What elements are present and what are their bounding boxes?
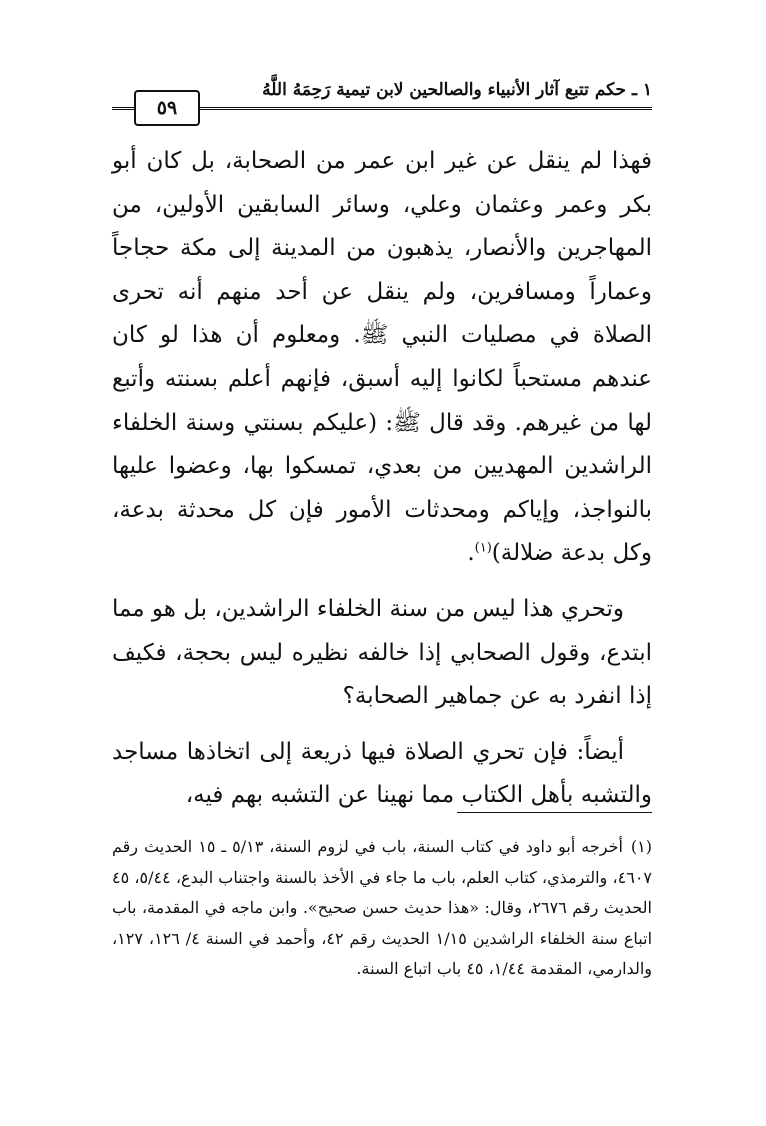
paragraph-2 [112,588,652,719]
footnotes [112,832,652,985]
paragraph-2-text: وتحري هذا ليس من سنة الخلفاء الراشدين، بل هو مما ابتدع، وقول الصحابي إذا خالفه نظيره ليس بحجة، فكيف إذا انفرد به عن جماهير الصحابة؟ [111,595,652,710]
paragraph-1-text: فهذا لم ينقل عن غير ابن عمر من الصحابة، بل كان أبو بكر وعمر وعثمان وعلي، وسائر السابقين الأولين، من المهاجرين والأنصار، يذهبون من المدينة إلى مكة حجاجاً وعماراً ومسافرين، ولم ينقل عن أحد منهم أنه تحرى الصلاة في مصليات النبي ﷺ. ومعلوم أن هذا لو كان عندهم مستحباً لكانوا إليه أسبق، فإنهم أعلم بسنته وأتبع لها من غيرهم. وقد قال ﷺ: (عليكم بسنتي وسنة الخلفاء الراشدين المهديين من بعدي، تمسكوا بها، وعضوا عليها بالنواجذ، وإياكم ومحدثات الأمور فإن كل محدثة بدعة، وكل بدعة ضلالة) [112,148,652,567]
running-header [112,78,652,118]
header-title: ١ ـ حكم تتبع آثار الأنبياء والصالحين لابن تيمية رَحِمَهُ اللَّهُ [262,80,652,100]
footnote-separator [457,812,652,813]
paragraph-1 [112,140,652,576]
paragraph-3-text: أيضاً: فإن تحري الصلاة فيها ذريعة إلى اتخاذها مساجد والتشبه بأهل الكتاب مما نهينا عن التشبه بهم فيه، [112,738,652,809]
footnote-1 [112,832,652,985]
paragraph-1-end: . [467,540,475,567]
page-number: ٥٩ [134,90,200,126]
paragraph-3 [112,731,652,818]
footnote-reference[interactable]: (١) [474,540,492,556]
header-rule [200,107,652,110]
header-rule-left [112,107,136,110]
footnote-text: أخرجه أبو داود في كتاب السنة، باب في لزوم السنة، ٥/١٣ ـ ١٥ الحديث رقم ٤٦٠٧، والترمذي، كتاب العلم، باب ما جاء في الأخذ بالسنة واجتناب البدع، ٥/٤٤، ٤٥ الحديث رقم ٢٦٧٦، وقال: «هذا حديث حسن صحيح». وابن ماجه في المقدمة، باب اتباع سنة الخلفاء الراشدين ١/١٥ الحديث رقم ٤٢، وأحمد في السنة ٤/ ١٢٦، ١٢٧، والدارمي، المقدمة ١/٤٤، ٤٥ باب اتباع السنة. [112,837,653,978]
footnote-number: (١) [630,837,652,856]
main-text [112,140,652,818]
